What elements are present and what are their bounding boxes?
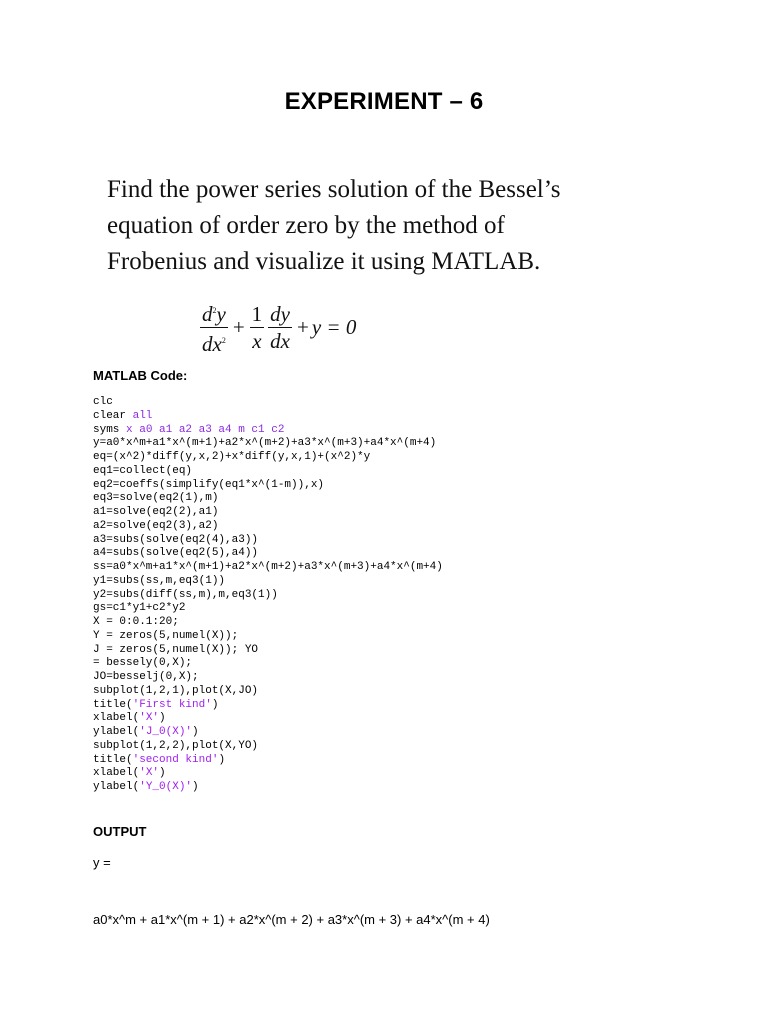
code-text: JO=besselj(0,X); <box>93 671 199 683</box>
code-line <box>93 492 443 506</box>
code-text: syms <box>93 423 127 436</box>
code-string: 'X' <box>139 767 160 780</box>
code-text: ylabel( <box>93 726 140 738</box>
code-line <box>93 396 443 410</box>
code-line <box>93 561 443 575</box>
matlab-code-block <box>93 396 443 795</box>
code-text: y1=subs(ss,m,eq3(1)) <box>93 574 226 587</box>
code-text: X = 0:0.1:20; <box>93 616 179 628</box>
code-text: a4=subs(solve(eq2(5),a4)) <box>93 547 259 560</box>
code-line <box>93 671 443 685</box>
code-line <box>93 726 443 740</box>
code-text: eq3=solve(eq2(1),m) <box>93 492 219 505</box>
code-string: 'X' <box>139 712 160 725</box>
code-text: a3=subs(solve(eq2(4),a3)) <box>93 533 259 546</box>
code-line <box>93 602 443 616</box>
problem-line-3: Frobenius and visualize it using MATLAB. <box>107 248 541 275</box>
code-text: clc <box>93 396 113 408</box>
code-text: = bessely(0,X); <box>93 657 193 670</box>
code-line <box>93 685 443 699</box>
code-text: title( <box>93 753 133 766</box>
code-line <box>93 754 443 768</box>
code-line <box>93 712 443 726</box>
output-result-expression: a0*x^m + a1*x^(m + 1) + a2*x^(m + 2) + a3*x^(m + 3) + a4*x^(m + 4) <box>93 912 490 927</box>
code-line <box>93 410 443 424</box>
code-text: subplot(1,2,2),plot(X,YO) <box>93 739 259 752</box>
code-text: eq2=coeffs(simplify(eq1*x^(1-m)),x) <box>93 478 325 491</box>
output-label: OUTPUT <box>93 824 147 839</box>
code-line <box>93 575 443 589</box>
code-text: y=a0*x^m+a1*x^(m+1)+a2*x^(m+2)+a3*x^(m+3)+a4*x^(m+4) <box>93 437 437 450</box>
code-text: ss=a0*x^m+a1*x^(m+1)+a2*x^(m+2)+a3*x^(m+3)+a4*x^(m+4) <box>93 561 443 573</box>
problem-statement <box>107 172 635 280</box>
code-text: J = zeros(5,numel(X)); YO <box>93 643 259 656</box>
code-keyword: x a0 a1 a2 a3 a4 m c1 c2 <box>126 423 285 436</box>
code-line <box>93 520 443 534</box>
code-line <box>93 437 443 451</box>
code-line <box>93 616 443 630</box>
equation-tail: y = 0 <box>311 314 357 339</box>
page-title: EXPERIMENT – 6 <box>284 88 484 115</box>
code-text: Y = zeros(5,numel(X)); <box>93 629 239 642</box>
code-keyword: all <box>132 409 153 422</box>
code-text: ) <box>211 698 219 711</box>
first-derivative-fraction: $\frac{dy}{dx}$ <box>270 301 290 353</box>
code-text: xlabel( <box>93 712 140 725</box>
bessel-equation <box>198 299 356 355</box>
code-text: ylabel( <box>93 781 140 793</box>
code-text: ) <box>218 753 226 766</box>
code-text: ) <box>192 726 199 738</box>
code-text: ) <box>159 712 166 725</box>
code-line <box>93 767 443 781</box>
code-text: title( <box>93 698 133 711</box>
code-line <box>93 699 443 713</box>
code-text: clear <box>93 409 133 422</box>
second-derivative-fraction: $\frac{d^2y}{dx^2}$ <box>200 299 228 356</box>
output-y-equals: y = <box>93 855 111 870</box>
code-line <box>93 534 443 548</box>
code-text: xlabel( <box>93 767 140 780</box>
code-line <box>93 547 443 561</box>
code-text: eq1=collect(eq) <box>93 464 193 477</box>
code-text: gs=c1*y1+c2*y2 <box>93 602 186 615</box>
plus-sign: + <box>232 314 245 339</box>
code-string: 'J_0(X)' <box>139 726 193 738</box>
code-line <box>93 740 443 754</box>
code-line <box>93 506 443 520</box>
code-text: ) <box>192 781 199 793</box>
code-line <box>93 657 443 671</box>
code-line <box>93 589 443 603</box>
code-text: ) <box>159 767 166 780</box>
code-line <box>93 781 443 795</box>
problem-line-1: Find the power series solution of the Bessel’s <box>107 176 561 203</box>
code-line <box>93 424 443 438</box>
code-line <box>93 465 443 479</box>
code-line <box>93 630 443 644</box>
code-string: 'second kind' <box>132 753 219 766</box>
reciprocal-x-fraction: $\frac{1}{x}$ <box>251 301 263 353</box>
code-string: 'Y_0(X)' <box>139 781 193 793</box>
code-text: a1=solve(eq2(2),a1) <box>93 506 219 518</box>
code-text: y2=subs(diff(ss,m),m,eq3(1)) <box>93 588 278 601</box>
plus-sign: + <box>297 314 309 339</box>
code-text: a2=solve(eq2(3),a2) <box>93 519 219 532</box>
problem-line-2: equation of order zero by the method of <box>107 212 505 239</box>
matlab-code-label: MATLAB Code: <box>93 368 188 383</box>
code-string: 'First kind' <box>132 698 212 711</box>
code-line <box>93 479 443 493</box>
code-text: eq=(x^2)*diff(y,x,2)+x*diff(y,x,1)+(x^2)*y <box>93 451 371 463</box>
code-line <box>93 451 443 465</box>
code-text: subplot(1,2,1),plot(X,JO) <box>93 684 259 697</box>
code-line <box>93 644 443 658</box>
